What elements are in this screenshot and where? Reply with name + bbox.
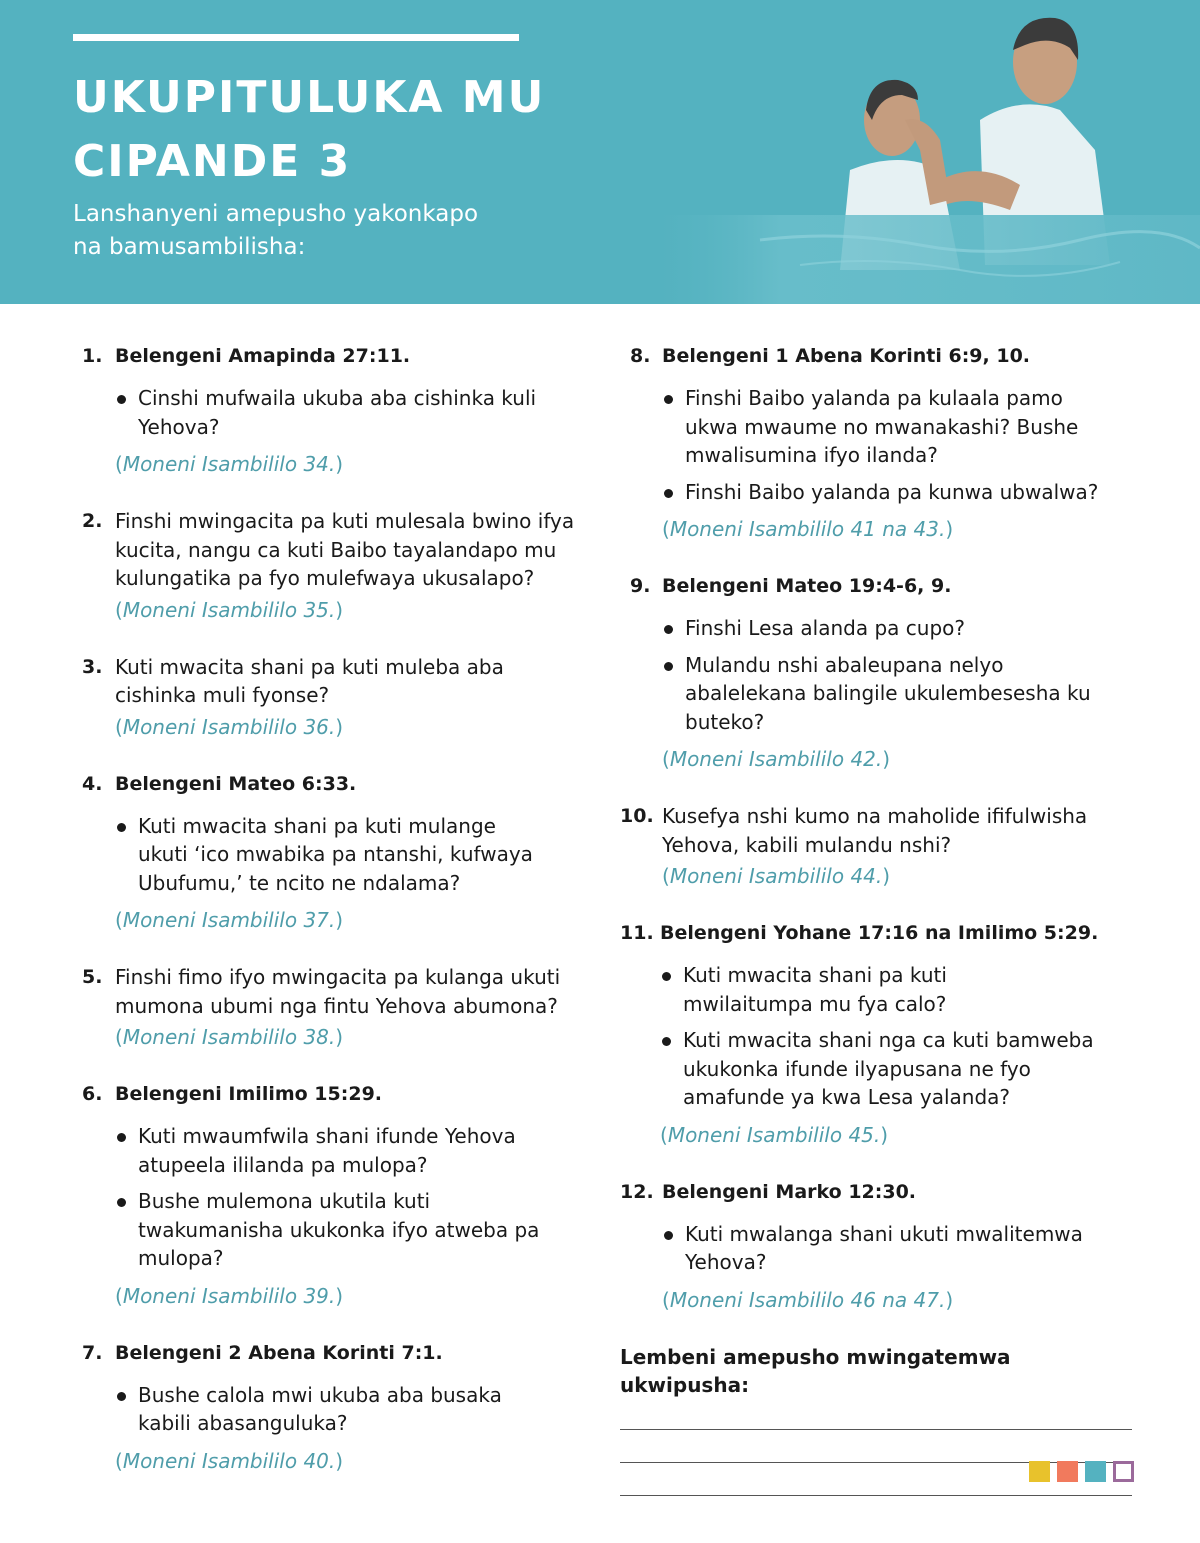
question-bullet: Mulandu nshi abaleupana nelyo abalelekana balingile ukulembesesha ku buteko? [662,651,1125,737]
reference-text: Moneni Isambililo 45. [667,1122,881,1147]
question-item [82,1080,602,1311]
progress-square-4 [1113,1461,1134,1482]
question-number: 12. [620,1180,654,1203]
question-bullet: Kuti mwacita shani nga ca kuti bamweba ukukonka ifunde ilyapusana ne fyo amafunde ya kwa Lesa yalanda? [660,1026,1133,1112]
header-rule [73,34,519,41]
question-heading: Belengeni Yohane 17:16 na Imilimo 5:29. [660,922,1099,944]
title-line-2: CIPANDE 3 [73,136,352,187]
question-bullet: Finshi Baibo yalanda pa kulaala pamo ukwa mwaume no mwanakashi? Bushe mwalisumina ifyo ilanda? [662,384,1085,470]
question-heading: Belengeni 2 Abena Korinti 7:1. [115,1341,443,1364]
write-line[interactable] [620,1495,1132,1496]
questions-right-column [620,342,1140,1496]
question-item [82,963,602,1052]
page-subtitle [73,198,543,264]
questions-left-column [82,342,602,1504]
lesson-reference: (Moneni Isambililo 42.) [662,747,891,771]
question-number: 10. [620,805,654,827]
question-bullet: Kuti mwacita shani pa kuti mwilaitumpa mu fya calo? [660,961,1083,1018]
question-text: Kusefya nshi kumo na maholide ififulwisha Yehova, kabili mulandu nshi? [662,804,1088,857]
question-bullet: Kuti mwaumfwila shani ifunde Yehova atupeela ililanda pa mulopa? [115,1122,558,1179]
question-number: 5. [82,966,103,988]
lesson-reference: (Moneni Isambililo 45.) [660,1122,889,1147]
section-progress-squares [1029,1461,1134,1482]
reference-text: Moneni Isambililo 39. [122,1283,336,1308]
title-line-1: UKUPITULUKA MU [73,72,546,123]
reference-text: Moneni Isambililo 35. [122,597,336,622]
question-item [82,342,602,479]
question-bullet: Bushe mulemona ukutila kuti twakumanisha ukukonka ifyo atweba pa mulopa? [115,1187,578,1273]
question-item [620,342,1140,544]
lesson-reference: (Moneni Isambililo 41 na 43.) [662,517,954,541]
question-text: Finshi mwingacita pa kuti mulesala bwino ifya kucita, nangu ca kuti Baibo tayalandapo mu kulungatika pa fyo mulefwaya ukusalapo? [115,509,575,590]
progress-square-2 [1057,1461,1078,1482]
question-bullet: Cinshi mufwaila ukuba aba cishinka kuli Yehova? [115,384,602,441]
reference-text: Moneni Isambililo 38. [122,1025,336,1049]
question-heading: Belengeni Mateo 19:4-6, 9. [662,575,952,597]
lesson-reference: (Moneni Isambililo 36.) [115,714,344,739]
reference-text: Moneni Isambililo 42. [669,747,883,771]
subtitle-line-2: na bamusambilisha: [73,234,306,260]
baptism-illustration [640,0,1200,304]
question-bullet: Kuti mwacita shani pa kuti mulange ukuti ‘ico mwabika pa ntanshi, kufwaya Ubufumu,’ te ncito ne ndalama? [115,812,548,898]
question-text: Finshi fimo ifyo mwingacita pa kulanga ukuti mumona ubumi nga fintu Yehova abumona? [115,965,561,1018]
question-number: 3. [82,655,103,678]
question-heading: Belengeni Amapinda 27:11. [115,345,411,367]
page-title [73,66,593,194]
lesson-reference: (Moneni Isambililo 35.) [115,597,344,622]
progress-square-3 [1085,1461,1106,1482]
question-number: 4. [82,772,103,795]
question-item [620,919,1140,1150]
question-item [82,770,602,936]
progress-square-1 [1029,1461,1050,1482]
subtitle-line-1: Lanshanyeni amepusho yakonkapo [73,201,479,227]
question-number: 11. [620,922,654,944]
reference-text: Moneni Isambililo 44. [669,864,883,888]
question-bullet: Kuti mwalanga shani ukuti mwalitemwa Yehova? [662,1220,1105,1277]
question-text: Kuti mwacita shani pa kuti muleba aba cishinka muli fyonse? [115,654,504,707]
reference-text: Moneni Isambililo 46 na 47. [669,1287,946,1312]
reference-text: Moneni Isambililo 40. [122,1448,336,1473]
lesson-reference: (Moneni Isambililo 34.) [115,452,344,476]
lesson-reference: (Moneni Isambililo 46 na 47.) [662,1287,954,1312]
header-banner [0,0,1200,304]
question-heading: Belengeni Mateo 6:33. [115,772,357,795]
reference-text: Moneni Isambililo 41 na 43. [669,517,946,541]
question-item [82,1339,602,1476]
question-item [620,572,1140,774]
question-number: 6. [82,1083,103,1105]
question-heading: Belengeni Imilimo 15:29. [115,1083,383,1105]
lesson-reference: (Moneni Isambililo 38.) [115,1025,344,1049]
write-questions-heading: Lembeni amepusho mwingatemwa ukwipusha: [620,1344,1011,1397]
question-number: 2. [82,510,103,532]
question-heading: Belengeni 1 Abena Korinti 6:9, 10. [662,345,1031,367]
question-number: 1. [82,345,103,367]
reference-text: Moneni Isambililo 34. [122,452,336,476]
lesson-reference: (Moneni Isambililo 37.) [115,908,344,932]
question-bullet: Finshi Lesa alanda pa cupo? [662,614,1140,643]
lesson-reference: (Moneni Isambililo 39.) [115,1283,344,1308]
lesson-reference: (Moneni Isambililo 44.) [662,864,891,888]
question-number: 7. [82,1341,103,1364]
question-item [620,802,1140,891]
question-number: 9. [630,575,651,597]
reference-text: Moneni Isambililo 37. [122,908,336,932]
question-item [82,653,602,742]
write-line[interactable] [620,1429,1132,1430]
question-bullet: Finshi Baibo yalanda pa kunwa ubwalwa? [662,478,1140,507]
question-number: 8. [630,345,651,367]
question-item [82,507,602,625]
lesson-reference: (Moneni Isambililo 40.) [115,1448,344,1473]
question-heading: Belengeni Marko 12:30. [662,1180,917,1203]
reference-text: Moneni Isambililo 36. [122,714,336,739]
question-item [620,1178,1140,1315]
question-bullet: Bushe calola mwi ukuba aba busaka kabili abasanguluka? [115,1381,538,1438]
